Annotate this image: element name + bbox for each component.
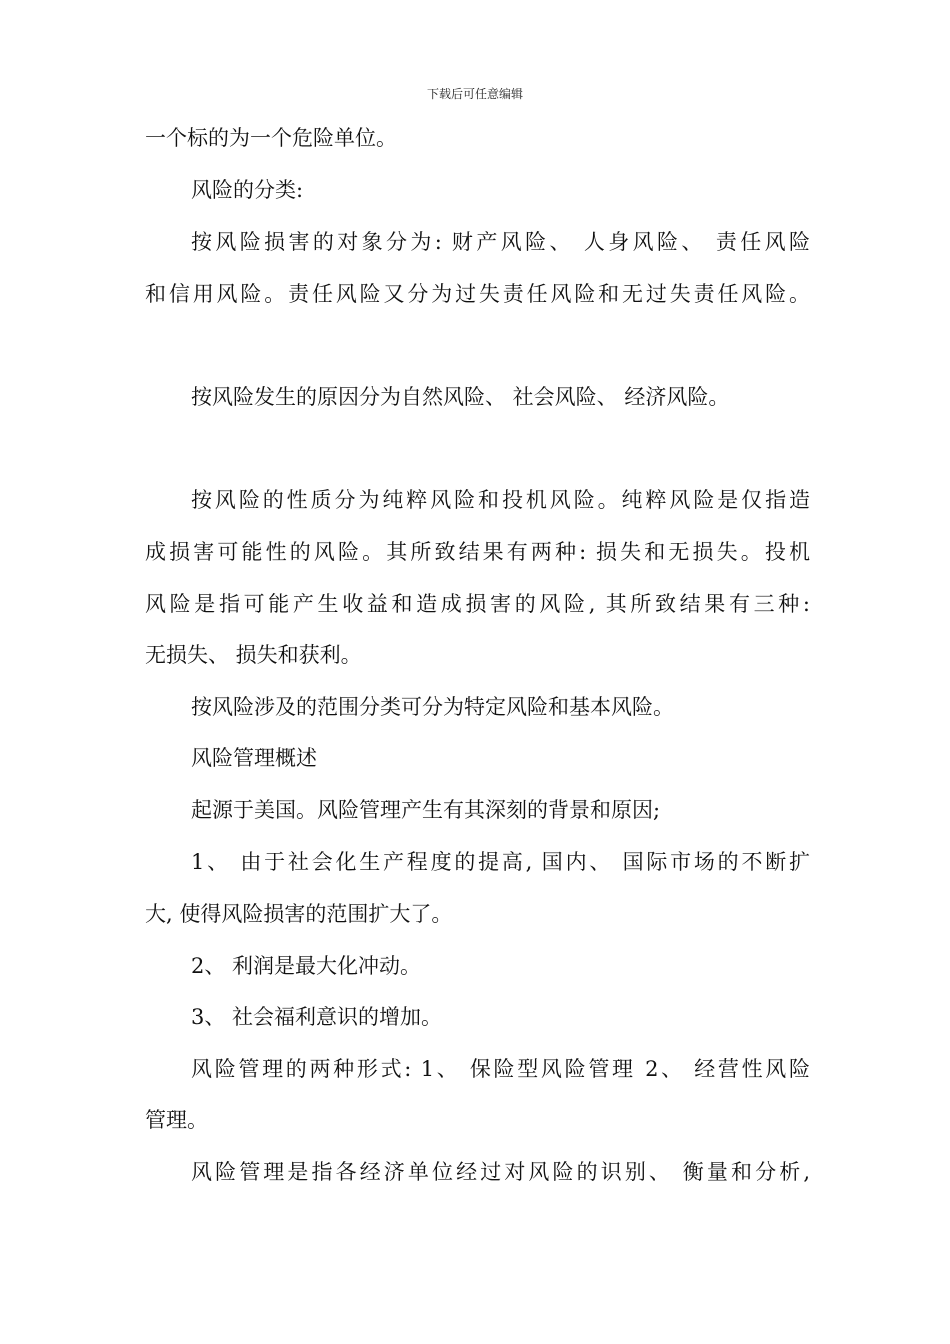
text-line-9: 无损失、 损失和获利。: [145, 643, 362, 667]
text-line-7: 成损害可能性的风险。其所致结果有两种: 损失和无损失。投机: [145, 540, 810, 564]
text-line-19: 风险管理是指各经济单位经过对风险的识别、 衡量和分析,: [191, 1160, 810, 1184]
text-line-4: 和信用风险。责任风险又分为过失责任风险和无过失责任风险。: [145, 282, 810, 306]
text-line-5: 按风险发生的原因分为自然风险、 社会风险、 经济风险。: [191, 385, 730, 409]
text-line-12: 起源于美国。风险管理产生有其深刻的背景和原因;: [191, 798, 661, 822]
text-line-3: 按风险损害的对象分为: 财产风险、 人身风险、 责任风险: [191, 230, 810, 254]
text-line-13: 1、 由于社会化生产程度的提高, 国内、 国际市场的不断扩: [191, 850, 810, 874]
text-line-15: 2、 利润是最大化冲动。: [191, 954, 422, 978]
text-line-18: 管理。: [145, 1108, 208, 1132]
text-line-16: 3、 社会福利意识的增加。: [191, 1005, 443, 1029]
text-line-1: 一个标的为一个危险单位。: [145, 126, 397, 150]
text-line-17: 风险管理的两种形式: 1、 保险型风险管理 2、 经营性风险: [191, 1057, 810, 1081]
text-line-6: 按风险的性质分为纯粹风险和投机风险。纯粹风险是仅指造: [191, 488, 810, 512]
section-heading: 风险管理概述: [191, 746, 317, 770]
text-line-2: 风险的分类:: [191, 178, 304, 202]
text-line-10: 按风险涉及的范围分类可分为特定风险和基本风险。: [191, 695, 674, 719]
text-line-14: 大, 使得风险损害的范围扩大了。: [145, 902, 453, 926]
page-header-note: 下载后可任意编辑: [426, 87, 523, 101]
text-line-8: 风险是指可能产生收益和造成损害的风险, 其所致结果有三种:: [145, 592, 810, 616]
